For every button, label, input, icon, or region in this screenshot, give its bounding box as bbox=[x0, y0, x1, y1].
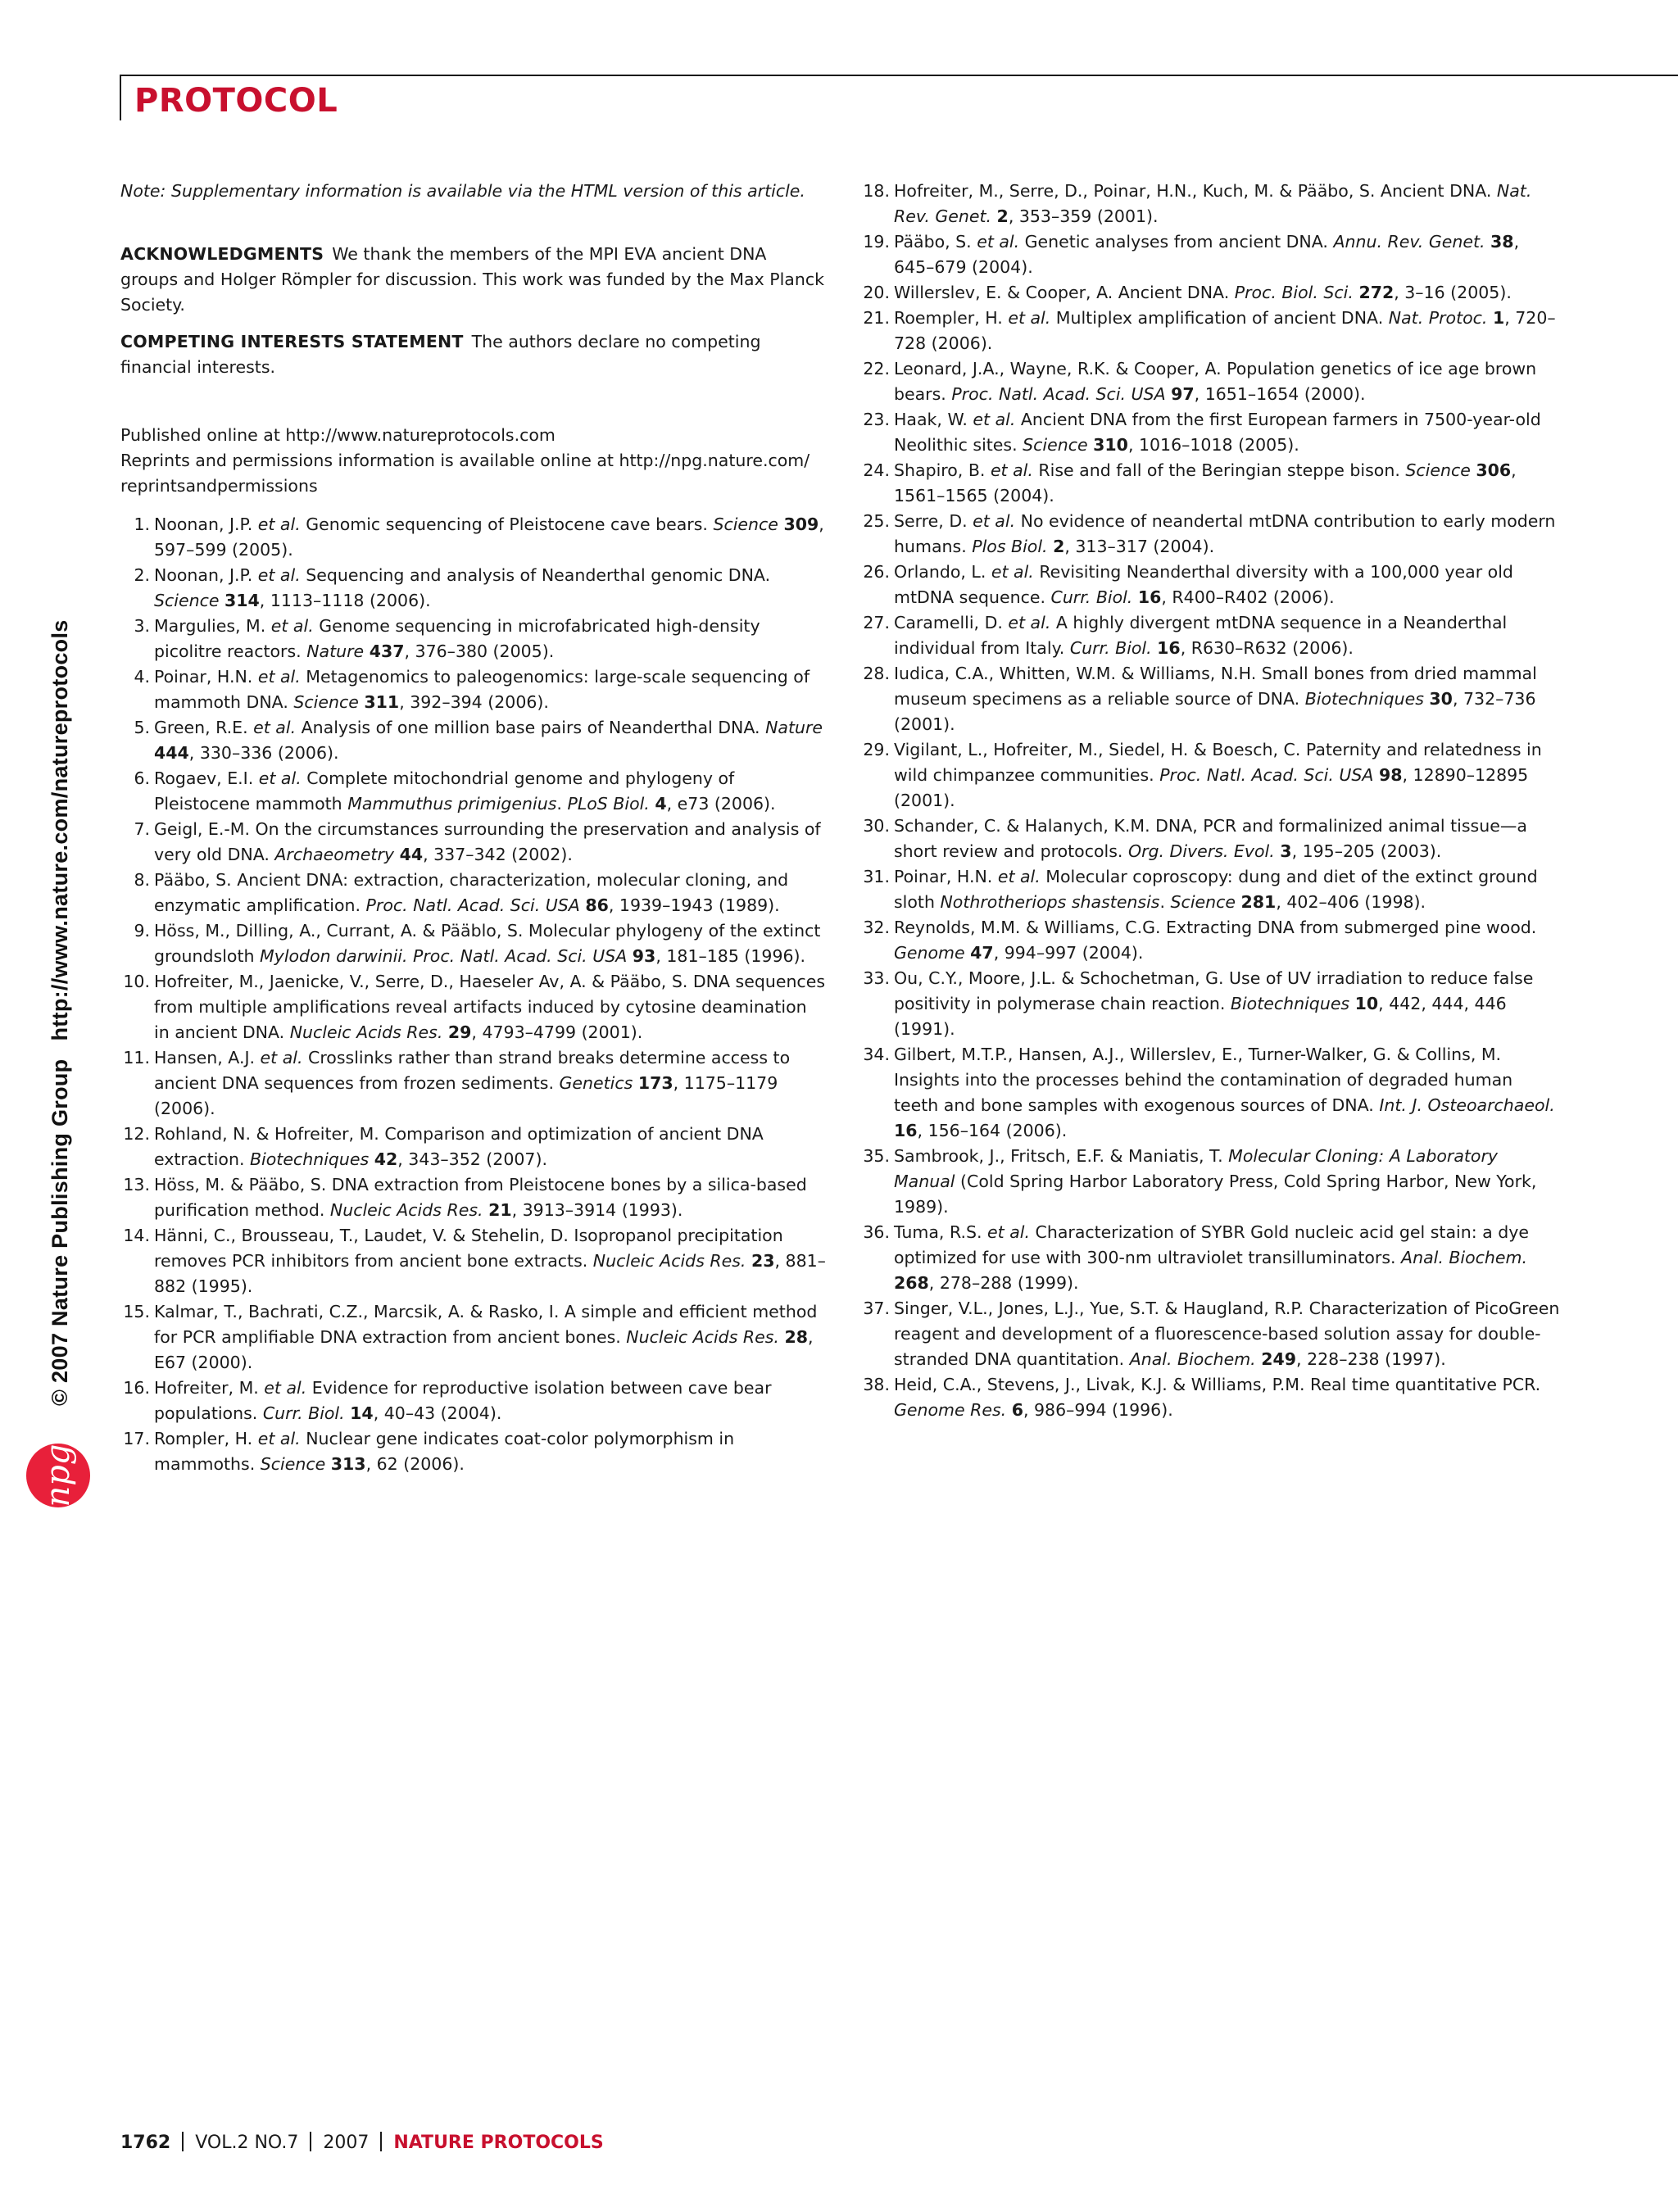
reference-item bbox=[860, 966, 1561, 1042]
reference-text: Hofreiter, M. et al. Evidence for reproductive isolation between cave bear populations. Curr. Biol. 14, 40–43 (2004). bbox=[154, 1378, 772, 1423]
competing-interests-body: The authors declare no competing financial interests. bbox=[120, 332, 761, 377]
reference-text: Caramelli, D. et al. A highly divergent mtDNA sequence in a Neanderthal individual from Italy. Curr. Biol. 16, R630–R632 (2006). bbox=[894, 613, 1508, 658]
reference-item bbox=[120, 1045, 827, 1122]
reference-number: 37. bbox=[863, 1299, 890, 1318]
reference-item bbox=[120, 1122, 827, 1172]
reference-text: Pääbo, S. et al. Genetic analyses from ancient DNA. Annu. Rev. Genet. 38, 645–679 (2004). bbox=[894, 232, 1520, 277]
reference-item bbox=[860, 1144, 1561, 1220]
reference-text: Noonan, J.P. et al. Sequencing and analysis of Neanderthal genomic DNA. Science 314, 1113–1118 (2006). bbox=[154, 565, 771, 610]
reference-number: 16. bbox=[123, 1378, 150, 1398]
reference-item bbox=[120, 563, 827, 614]
supplementary-note: Note: Supplementary information is available via the HTML version of this article. bbox=[120, 181, 805, 201]
reference-text: Gilbert, M.T.P., Hansen, A.J., Willerslev, E., Turner-Walker, G. & Collins, M. Insights into the processes behind the contamination of degraded human teeth and bone samples with exogenous sources of DNA. Int. J. Osteoarchaeol. 16, 156–164 (2006). bbox=[894, 1045, 1555, 1140]
reference-item bbox=[860, 661, 1561, 737]
reference-number: 38. bbox=[863, 1375, 890, 1394]
reference-text: Hofreiter, M., Jaenicke, V., Serre, D., Haeseler Av, A. & Pääbo, S. DNA sequences from multiple amplifications reveal artifacts induced by cytosine deamination in ancient DNA. Nucleic Acids Res. 29, 4793–4799 (2001). bbox=[154, 972, 825, 1042]
reference-text: Höss, M. & Pääbo, S. DNA extraction from Pleistocene bones by a silica-based purification method. Nucleic Acids Res. 21, 3913–3914 (1993). bbox=[154, 1175, 807, 1220]
reference-text: Iudica, C.A., Whitten, W.M. & Williams, N.H. Small bones from dried mammal museum specimens as a reliable source of DNA. Biotechniques 30, 732–736 (2001). bbox=[894, 664, 1537, 734]
reference-item bbox=[120, 614, 827, 664]
reference-text: Kalmar, T., Bachrati, C.Z., Marcsik, A. & Rasko, I. A simple and efficient method for PCR amplifiable DNA extraction from ancient bones. Nucleic Acids Res. 28, E67 (2000). bbox=[154, 1302, 818, 1372]
reference-number: 22. bbox=[863, 359, 890, 378]
reference-number: 34. bbox=[863, 1045, 890, 1064]
reference-number: 10. bbox=[123, 972, 150, 991]
sidebar-copyright bbox=[48, 619, 73, 1406]
reference-item bbox=[860, 458, 1561, 509]
reference-item bbox=[120, 868, 827, 918]
reference-item bbox=[120, 1426, 827, 1477]
reference-list-left bbox=[120, 512, 827, 1477]
copyright-text: © 2007 Nature Publishing Group bbox=[48, 1058, 72, 1406]
reference-text: Reynolds, M.M. & Williams, C.G. Extracting DNA from submerged pine wood. Genome 47, 994–997 (2004). bbox=[894, 918, 1537, 963]
reference-text: Green, R.E. et al. Analysis of one million base pairs of Neanderthal DNA. Nature 444, 330–336 (2006). bbox=[154, 718, 823, 763]
page-footer bbox=[120, 2131, 604, 2155]
reference-item bbox=[860, 179, 1561, 229]
reference-text: Hänni, C., Brousseau, T., Laudet, V. & Stehelin, D. Isopropanol precipitation removes PCR inhibitors from ancient bone extracts. Nucleic Acids Res. 23, 881–882 (1995). bbox=[154, 1226, 826, 1296]
reference-item bbox=[860, 560, 1561, 610]
reference-text: Serre, D. et al. No evidence of neandertal mtDNA contribution to early modern humans. Plos Biol. 2, 313–317 (2004). bbox=[894, 511, 1556, 556]
reference-text: Poinar, H.N. et al. Metagenomics to paleogenomics: large-scale sequencing of mammoth DNA. Science 311, 392–394 (2006). bbox=[154, 667, 810, 712]
reference-number: 2. bbox=[134, 565, 150, 585]
reference-number: 28. bbox=[863, 664, 890, 683]
published-online: Published online at http://www.natureprotocols.com bbox=[120, 425, 556, 445]
reference-number: 4. bbox=[134, 667, 150, 687]
reference-number: 19. bbox=[863, 232, 890, 252]
reference-item bbox=[120, 817, 827, 868]
reference-text: Willerslev, E. & Cooper, A. Ancient DNA. Proc. Biol. Sci. 272, 3–16 (2005). bbox=[894, 283, 1512, 302]
reference-text: Orlando, L. et al. Revisiting Neanderthal diversity with a 100,000 year old mtDNA sequence. Curr. Biol. 16, R400–R402 (2006). bbox=[894, 562, 1513, 607]
reference-item bbox=[120, 918, 827, 969]
reference-number: 30. bbox=[863, 816, 890, 836]
reference-number: 33. bbox=[863, 968, 890, 988]
reference-item bbox=[120, 1223, 827, 1299]
reference-number: 21. bbox=[863, 308, 890, 328]
reference-item bbox=[120, 1299, 827, 1376]
reference-item bbox=[860, 306, 1561, 356]
footer-year: 2007 bbox=[323, 2133, 370, 2153]
reference-text: Poinar, H.N. et al. Molecular coproscopy: dung and diet of the extinct ground sloth Nothrotheriops shastensis. Science 281, 402–406 (1998). bbox=[894, 867, 1538, 912]
reference-item bbox=[120, 664, 827, 715]
reprints-info: Reprints and permissions information is available online at http://npg.nature.com/ reprintsandpermissions bbox=[120, 451, 810, 496]
reference-number: 6. bbox=[134, 768, 150, 788]
reference-text: Hansen, A.J. et al. Crosslinks rather than strand breaks determine access to ancient DNA sequences from frozen sediments. Genetics 173, 1175–1179 (2006). bbox=[154, 1048, 791, 1118]
reference-item bbox=[860, 229, 1561, 280]
reference-number: 17. bbox=[123, 1429, 150, 1448]
reference-item bbox=[120, 1172, 827, 1223]
reference-text: Rompler, H. et al. Nuclear gene indicates coat-color polymorphism in mammoths. Science 313, 62 (2006). bbox=[154, 1429, 735, 1474]
reference-number: 36. bbox=[863, 1222, 890, 1242]
reference-item bbox=[860, 1042, 1561, 1144]
reference-item bbox=[860, 915, 1561, 966]
page-number: 1762 bbox=[120, 2133, 171, 2153]
reference-item bbox=[860, 1372, 1561, 1423]
reference-item bbox=[860, 814, 1561, 864]
reference-number: 11. bbox=[123, 1048, 150, 1067]
header-rule bbox=[120, 75, 1678, 76]
reference-item bbox=[120, 512, 827, 563]
reference-text: Haak, W. et al. Ancient DNA from the first European farmers in 7500-year-old Neolithic sites. Science 310, 1016–1018 (2005). bbox=[894, 410, 1541, 455]
reference-item bbox=[860, 509, 1561, 560]
reference-number: 14. bbox=[123, 1226, 150, 1245]
npg-logo-text: npg bbox=[39, 1444, 77, 1507]
acknowledgments-body: We thank the members of the MPI EVA ancient DNA groups and Holger Römpler for discussion. This work was funded by the Max Planck Society. bbox=[120, 244, 825, 315]
reference-item bbox=[860, 737, 1561, 814]
section-label: PROTOCOL bbox=[134, 82, 338, 120]
header-tick bbox=[120, 75, 121, 120]
reference-number: 29. bbox=[863, 740, 890, 759]
sidebar-url[interactable]: http://www.nature.com/natureprotocols bbox=[48, 619, 72, 1041]
reference-number: 3. bbox=[134, 616, 150, 636]
reference-number: 24. bbox=[863, 460, 890, 480]
reference-number: 25. bbox=[863, 511, 890, 531]
reference-list-right bbox=[860, 179, 1561, 1423]
left-column bbox=[120, 179, 827, 1477]
reference-text: Pääbo, S. Ancient DNA: extraction, characterization, molecular cloning, and enzymatic amplification. Proc. Natl. Acad. Sci. USA 86, 1939–1943 (1989). bbox=[154, 870, 789, 915]
reference-text: Hofreiter, M., Serre, D., Poinar, H.N., Kuch, M. & Pääbo, S. Ancient DNA. Nat. Rev. Genet. 2, 353–359 (2001). bbox=[894, 181, 1532, 226]
reference-item bbox=[120, 766, 827, 817]
reference-number: 13. bbox=[123, 1175, 150, 1194]
reference-number: 35. bbox=[863, 1146, 890, 1166]
footer-divider bbox=[182, 2132, 184, 2151]
reference-item bbox=[860, 1296, 1561, 1372]
competing-interests bbox=[120, 329, 827, 380]
reference-text: Margulies, M. et al. Genome sequencing in microfabricated high-density picolitre reactors. Nature 437, 376–380 (2005). bbox=[154, 616, 760, 661]
reference-item bbox=[860, 1220, 1561, 1296]
reference-text: Ou, C.Y., Moore, J.L. & Schochetman, G. Use of UV irradiation to reduce false positivity in polymerase chain reaction. Biotechniques 10, 442, 444, 446 (1991). bbox=[894, 968, 1534, 1039]
reference-text: Shapiro, B. et al. Rise and fall of the Beringian steppe bison. Science 306, 1561–1565 (2004). bbox=[894, 460, 1517, 505]
acknowledgments-heading: ACKNOWLEDGMENTS bbox=[120, 244, 324, 264]
reference-number: 18. bbox=[863, 181, 890, 201]
reference-text: Tuma, R.S. et al. Characterization of SYBR Gold nucleic acid gel stain: a dye optimized for use with 300-nm ultraviolet transilluminators. Anal. Biochem. 268, 278–288 (1999). bbox=[894, 1222, 1529, 1293]
reference-item bbox=[860, 356, 1561, 407]
reference-number: 20. bbox=[863, 283, 890, 302]
reference-text: Rogaev, E.I. et al. Complete mitochondrial genome and phylogeny of Pleistocene mammoth Mammuthus primigenius. PLoS Biol. 4, e73 (2006). bbox=[154, 768, 776, 814]
publication-info bbox=[120, 423, 827, 499]
footer-divider bbox=[380, 2132, 382, 2151]
reference-text: Vigilant, L., Hofreiter, M., Siedel, H. & Boesch, C. Paternity and relatedness in wild chimpanzee communities. Proc. Natl. Acad. Sci. USA 98, 12890–12895 (2001). bbox=[894, 740, 1542, 810]
reference-text: Sambrook, J., Fritsch, E.F. & Maniatis, T. Molecular Cloning: A Laboratory Manual (Cold Spring Harbor Laboratory Press, Cold Spring Harbor, New York, 1989). bbox=[894, 1146, 1537, 1217]
reference-text: Heid, C.A., Stevens, J., Livak, K.J. & Williams, P.M. Real time quantitative PCR. Genome Res. 6, 986–994 (1996). bbox=[894, 1375, 1541, 1420]
reference-text: Höss, M., Dilling, A., Currant, A. & Pääblo, S. Molecular phylogeny of the extinct groundsloth Mylodon darwinii. Proc. Natl. Acad. Sci. USA 93, 181–185 (1996). bbox=[154, 921, 821, 966]
reference-number: 7. bbox=[134, 819, 150, 839]
reference-number: 12. bbox=[123, 1124, 150, 1144]
reference-text: Roempler, H. et al. Multiplex amplification of ancient DNA. Nat. Protoc. 1, 720–728 (2006). bbox=[894, 308, 1556, 353]
reference-text: Leonard, J.A., Wayne, R.K. & Cooper, A. Population genetics of ice age brown bears. Proc. Natl. Acad. Sci. USA 97, 1651–1654 (2000). bbox=[894, 359, 1537, 404]
reference-text: Singer, V.L., Jones, L.J., Yue, S.T. & Haugland, R.P. Characterization of PicoGreen reagent and development of a fluorescence-based solution assay for double-stranded DNA quantitation. Anal. Biochem. 249, 228–238 (1997). bbox=[894, 1299, 1560, 1369]
reference-item bbox=[120, 715, 827, 766]
reference-number: 1. bbox=[134, 514, 150, 534]
acknowledgments bbox=[120, 242, 827, 318]
reference-item bbox=[860, 407, 1561, 458]
reference-item bbox=[120, 969, 827, 1045]
reference-number: 32. bbox=[863, 918, 890, 937]
reference-number: 27. bbox=[863, 613, 890, 632]
reference-number: 8. bbox=[134, 870, 150, 890]
competing-interests-heading: COMPETING INTERESTS STATEMENT bbox=[120, 332, 464, 351]
footer-journal: NATURE PROTOCOLS bbox=[393, 2133, 604, 2153]
reference-text: Schander, C. & Halanych, K.M. DNA, PCR and formalinized animal tissue—a short review and protocols. Org. Divers. Evol. 3, 195–205 (2003). bbox=[894, 816, 1527, 861]
reference-item bbox=[860, 280, 1561, 306]
reference-number: 31. bbox=[863, 867, 890, 886]
reference-item bbox=[860, 610, 1561, 661]
reference-item bbox=[120, 1376, 827, 1426]
reference-number: 23. bbox=[863, 410, 890, 429]
footer-volume: VOL.2 NO.7 bbox=[195, 2133, 299, 2153]
reference-text: Rohland, N. & Hofreiter, M. Comparison and optimization of ancient DNA extraction. Biotechniques 42, 343–352 (2007). bbox=[154, 1124, 764, 1169]
reference-number: 26. bbox=[863, 562, 890, 582]
reference-item bbox=[860, 864, 1561, 915]
npg-logo bbox=[26, 1444, 90, 1507]
reference-text: Noonan, J.P. et al. Genomic sequencing of Pleistocene cave bears. Science 309, 597–599 (2005). bbox=[154, 514, 824, 560]
reference-number: 15. bbox=[123, 1302, 150, 1321]
reference-number: 5. bbox=[134, 718, 150, 737]
right-column bbox=[860, 179, 1561, 1423]
reference-text: Geigl, E.-M. On the circumstances surrounding the preservation and analysis of very old DNA. Archaeometry 44, 337–342 (2002). bbox=[154, 819, 821, 864]
footer-divider bbox=[310, 2132, 311, 2151]
reference-number: 9. bbox=[134, 921, 150, 941]
